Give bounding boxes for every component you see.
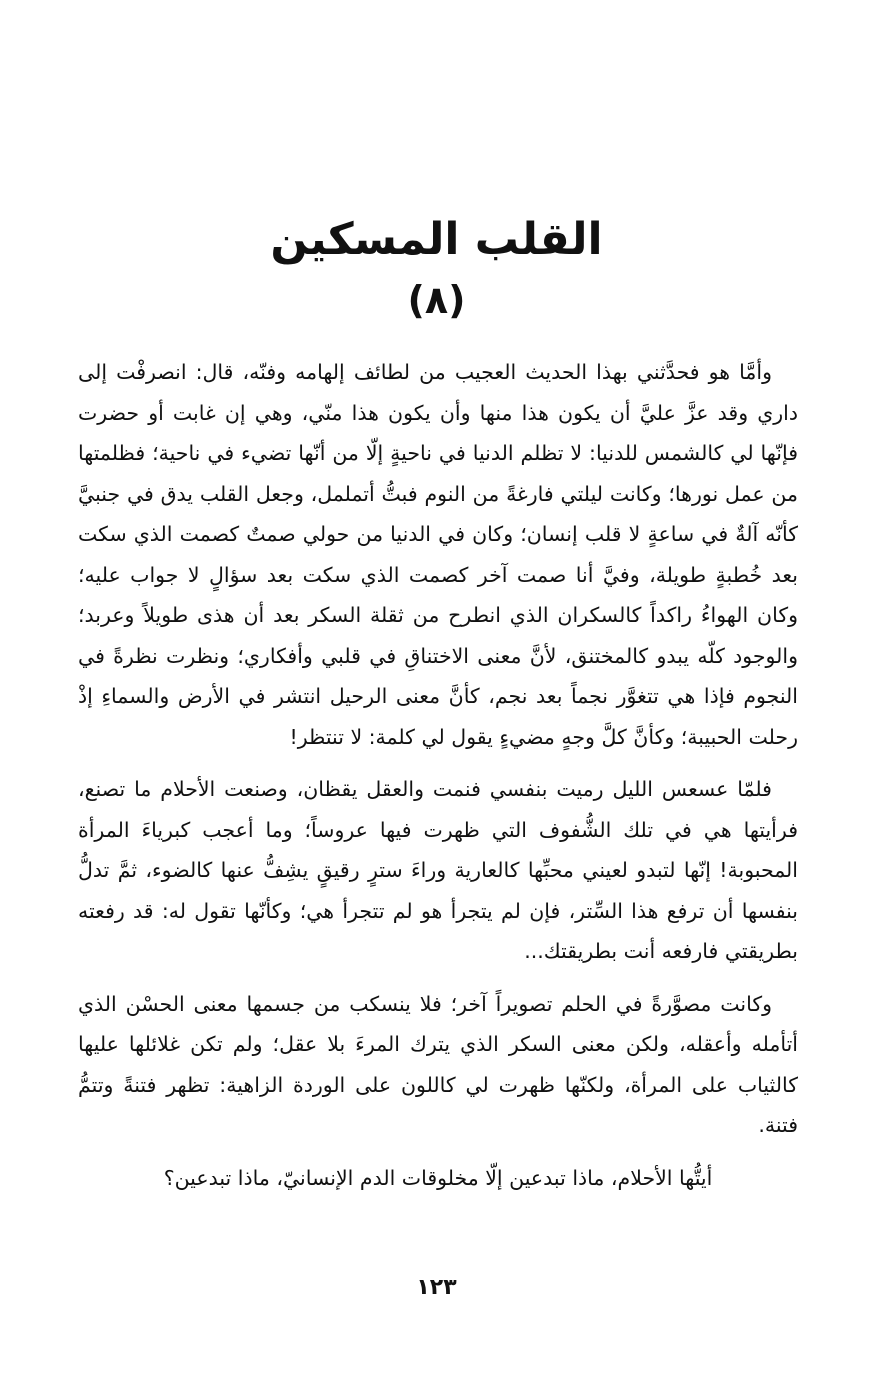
paragraph: فلمّا عسعس الليل رميت بنفسي فنمت والعقل يقظان، وصنعت الأحلام ما تصنع، فرأيتها هي في تلك الشُّفوف التي ظهرت فيها عروساً؛ وما أعجب كبرياءَ المرأة المحبوبة! إنّها لتبدو لعيني محبِّها كالعارية وراءَ سترٍ رقيقٍ يشِفُّ عنها كالضوء، ثمَّ تدلُّ بنفسها أن ترفع هذا السِّتر، فإن لم يتجرأ هو لم تتجرأ هي؛ وكأنّها تقول له: قد رفعته بطريقتي فارفعه أنت بطريقتك... (78, 777, 798, 963)
body-text (78, 352, 798, 1198)
paragraph: وأمَّا هو فحدَّثني بهذا الحديث العجيب من لطائف إلهامه وفنّه، قال: انصرفْت إلى داري وقد عزَّ عليَّ أن يكون هذا منها وأن يكون هذا منّي، وهي إن غابت أو حضرت فإنّها لي كالشمس للدنيا: لا تظلم الدنيا في ناحيةٍ إلّا من أنّها تضيء في ناحية؛ فظلمتها من عمل نورها؛ وكانت ليلتي فارغةً من النوم فبتُّ أتململ، وجعل القلب يدق في جنبيَّ كأنّه آلةٌ في ساعةٍ لا قلب إنسان؛ وكان في الدنيا من حولي صمتٌ كصمت الذي سكت بعد خُطبةٍ طويلة، وفيَّ أنا صمت آخر كصمت الذي سكت بعد سؤالٍ لا جواب عليه؛ وكان الهواءُ راكداً كالسكران الذي انطرح من ثقلة السكر بعد أن هذى طويلاً وعربد؛ والوجود كلّه يبدو كالمختنق، لأنَّ معنى الاختناقِ في قلبي وأفكاري؛ ونظرت نظرةً في النجوم فإذا هي تتغوَّر نجماً بعد نجم، كأنَّ معنى الرحيل انتشر في الأرض والسماءِ إذْ رحلت الحبيبة؛ وكأنَّ كلَّ وجهٍ مضيءٍ يقول لي كلمة: لا تنتظر! (78, 360, 798, 749)
chapter-number: (٨) (407, 278, 466, 322)
page-number: ١٢٣ (416, 1275, 457, 1300)
paragraph: أيتُّها الأحلام، ماذا تبدعين إلّا مخلوقات الدم الإنسانيّ، ماذا تبدعين؟ (163, 1165, 713, 1190)
paragraph: وكانت مصوَّرةً في الحلم تصويراً آخر؛ فلا ينسكب من جسمها معنى الحسْن الذي أتأمله وأعقله، ولكن معنى السكر الذي يترك المرءَ بلا عقل؛ ولم تكن غلائلها عليها كالثياب على المرأة، ولكنّها ظهرت لي كاللون على الوردة الزاهية: تظهر فتنةً وتتمُّ فتنة. (78, 991, 798, 1137)
chapter-title: القلب المسكين (270, 214, 603, 265)
